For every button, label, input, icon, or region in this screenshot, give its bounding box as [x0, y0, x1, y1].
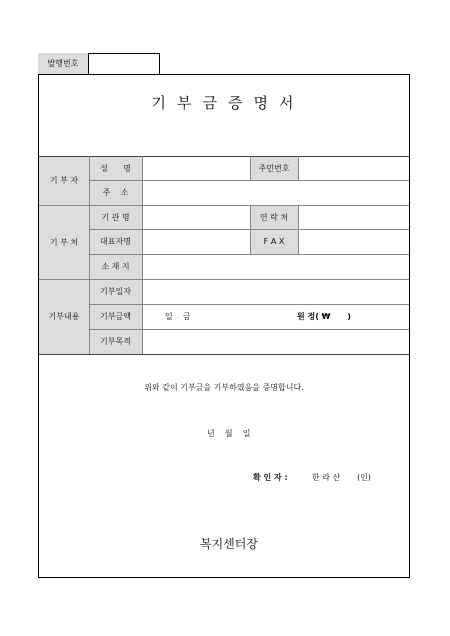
table-top-line — [39, 156, 409, 157]
column-line — [250, 156, 251, 180]
contact-label: 연 락 처 — [250, 205, 298, 229]
confirmer-label: 확 인 자 : — [253, 473, 288, 482]
donation-purpose-label: 기부목적 — [89, 329, 142, 354]
column-line — [298, 156, 299, 180]
content-group-label: 기부내용 — [39, 279, 89, 354]
donor-group-label: 기 부 자 — [39, 156, 89, 205]
org-name-label: 기 관 명 — [89, 205, 142, 229]
row-line — [39, 279, 409, 280]
confirmer-name: 한 라 산 — [312, 473, 341, 482]
recipient-group-label: 기 부 처 — [39, 205, 89, 279]
column-line — [298, 205, 299, 254]
row-line — [89, 180, 409, 181]
center-director: 복지센터장 — [200, 537, 258, 551]
resident-number-label: 주민번호 — [250, 156, 298, 180]
amount-prefix: 일 금 — [165, 312, 191, 321]
row-line — [89, 229, 409, 230]
column-line — [142, 156, 143, 354]
donation-date-label: 기부일자 — [89, 279, 142, 304]
issue-number-label: 발행번호 — [38, 53, 89, 74]
donor-name-label: 성 명 — [89, 156, 142, 180]
donor-address-label: 주 소 — [89, 180, 142, 205]
column-line — [89, 156, 90, 354]
donation-amount-label: 기부금액 — [89, 304, 142, 329]
row-line — [89, 329, 409, 330]
table-bottom-line — [39, 354, 409, 355]
row-line — [39, 205, 409, 206]
fax-label: F A X — [250, 229, 298, 254]
certify-statement: 위와 같이 기부금을 기부하였음을 증명합니다. — [144, 383, 304, 392]
row-line — [89, 304, 409, 305]
location-label: 소 재 지 — [89, 254, 142, 279]
representative-label: 대표자명 — [89, 229, 142, 254]
issue-date: 년 월 일 — [207, 429, 251, 438]
page-title: 기부금증명서 — [151, 94, 305, 112]
row-line — [89, 254, 409, 255]
column-line — [250, 205, 251, 254]
amount-suffix: 원 정( ₩ ) — [297, 312, 351, 321]
seal-mark: (인) — [357, 473, 371, 482]
